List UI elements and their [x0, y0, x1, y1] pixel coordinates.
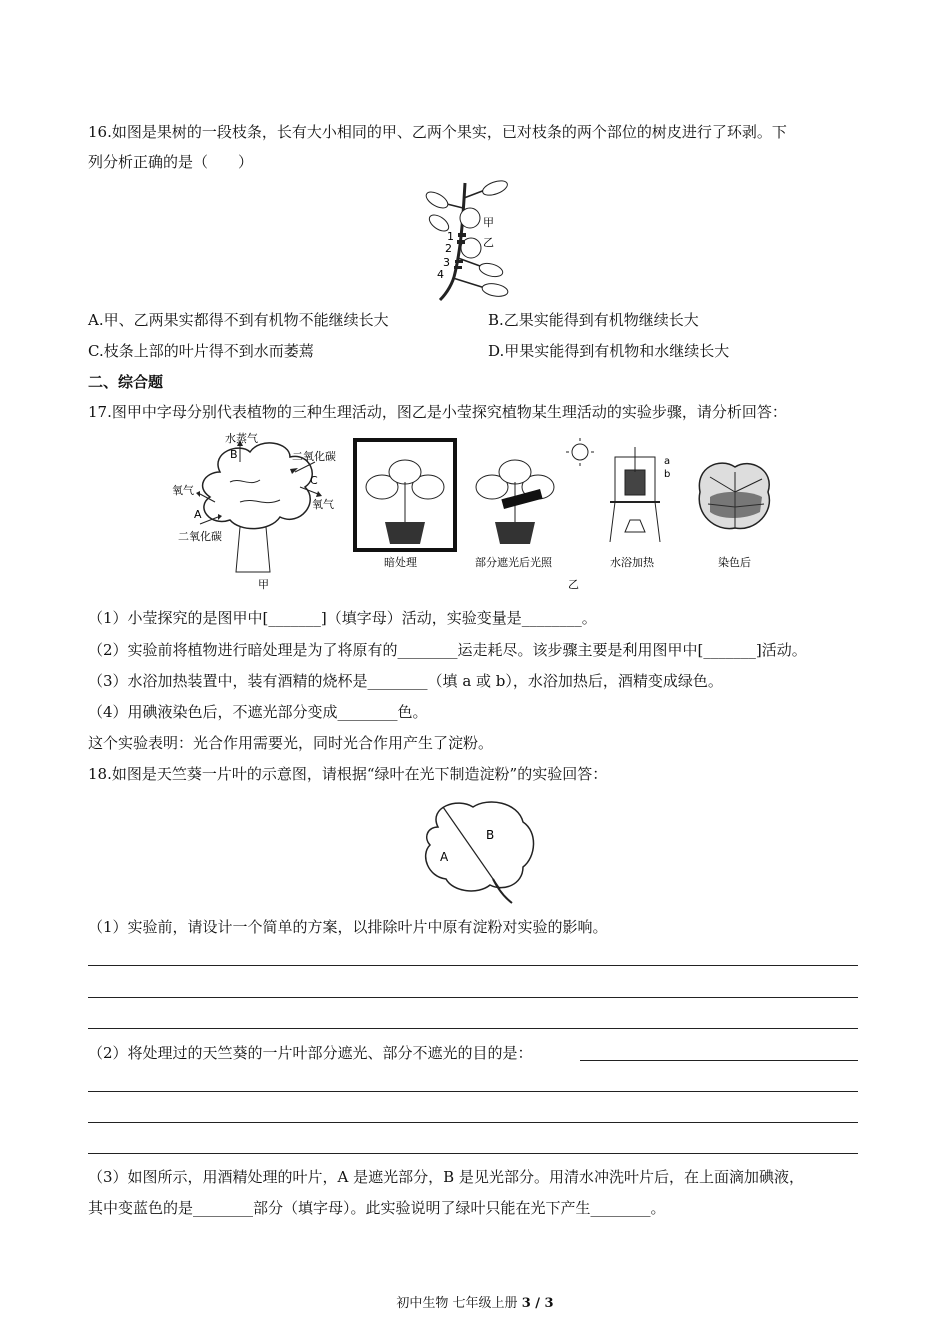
label-b: B: [230, 448, 238, 461]
page-number: 3 / 3: [521, 1296, 554, 1311]
q16-stem-line1: 16.如图是果树的一段枝条，长有大小相同的甲、乙两个果实，已对枝条的两个部位的树皮进行了环剥。下: [88, 123, 787, 141]
section-title: 二、综合题: [88, 373, 164, 391]
fig-label-jia: 甲: [483, 216, 494, 229]
geranium-leaf-figure: [418, 797, 540, 905]
q17-sub4: （4）用碘液染色后，不遮光部分变成________色。: [88, 703, 428, 721]
q16-option-b: B.乙果实能得到有机物继续长大: [488, 311, 699, 329]
q17-stem: 17.图甲中字母分别代表植物的三种生理活动，图乙是小莹探究植物某生理活动的实验步骤，请分析回答：: [88, 403, 787, 421]
label-o2-left: 氧气: [172, 484, 194, 497]
q17-sub2: （2）实验前将植物进行暗处理是为了将原有的________运走耗尽。该步骤主要是利用图甲中[_______]活动。: [88, 641, 807, 659]
fig-label-yi: 乙: [483, 236, 494, 249]
step-dark-treatment: [355, 440, 455, 569]
label-c: C: [310, 474, 318, 487]
answer-line[interactable]: [88, 1122, 858, 1123]
label-b-beaker: b: [664, 469, 671, 480]
answer-line[interactable]: [88, 965, 858, 966]
answer-line[interactable]: [88, 997, 858, 998]
q16-option-a: A.甲、乙两果实都得不到有机物不能继续长大: [88, 311, 389, 329]
q18-sub1: （1）实验前，请设计一个简单的方案，以排除叶片中原有淀粉对实验的影响。: [88, 918, 608, 936]
leaf-label-b: B: [486, 828, 495, 842]
caption-yi: 乙: [568, 578, 579, 591]
step4-label: 染色后: [718, 556, 751, 569]
q17-figure: [170, 432, 780, 592]
caption-jia: 甲: [258, 578, 269, 591]
leaf-label-a: A: [440, 850, 449, 864]
step-water-bath: [610, 447, 670, 569]
label-co2-bottom: 二氧化碳: [178, 530, 222, 543]
answer-line[interactable]: [88, 1091, 858, 1092]
step2-label: 部分遮光后光照: [475, 556, 552, 569]
q18-sub3-line1: （3）如图所示，用酒精处理的叶片，A 是遮光部分，B 是见光部分。用清水冲洗叶片后，在上面滴加碘液，: [88, 1168, 804, 1186]
label-water-vapor: 水蒸气: [225, 432, 258, 445]
tree-figure: [172, 432, 336, 591]
fig-label-4: 4: [437, 268, 444, 281]
answer-line[interactable]: [88, 1153, 858, 1154]
step3-label: 水浴加热: [610, 556, 654, 569]
q17-sub3: （3）水浴加热装置中，装有酒精的烧杯是________（填 a 或 b），水浴加热后，酒精变成绿色。: [88, 672, 723, 690]
answer-line-inline[interactable]: [580, 1060, 858, 1061]
fig-label-3: 3: [443, 256, 450, 269]
q16-option-d: D.甲果实能得到有机物和水继续长大: [488, 342, 730, 360]
label-a-beaker: a: [664, 456, 671, 467]
q16-option-c: C.枝条上部的叶片得不到水而萎蔫: [88, 342, 314, 360]
fig-label-1: 1: [447, 230, 454, 243]
step1-label: 暗处理: [384, 556, 417, 569]
fig-label-2: 2: [445, 242, 452, 255]
footer-text: 初中生物 七年级上册: [396, 1296, 522, 1311]
q18-sub2: （2）将处理过的天竺葵的一片叶部分遮光、部分不遮光的目的是：: [88, 1044, 533, 1062]
branch-figure: [425, 178, 535, 303]
page-footer: [0, 1292, 950, 1311]
answer-line[interactable]: [88, 1028, 858, 1029]
step-stained-leaf: [699, 463, 769, 569]
label-co2-top: 二氧化碳: [292, 450, 336, 463]
q17-sub1: （1）小莹探究的是图甲中[_______]（填字母）活动，实验变量是________。: [88, 609, 597, 627]
q17-conclusion: 这个实验表明：光合作用需要光，同时光合作用产生了淀粉。: [88, 734, 494, 752]
label-a: A: [194, 508, 202, 521]
q16-stem-line2: 列分析正确的是（ ）: [88, 153, 254, 171]
label-o2-right: 氧气: [312, 498, 334, 511]
q18-stem: 18.如图是天竺葵一片叶的示意图，请根据“绿叶在光下制造淀粉”的实验回答：: [88, 765, 608, 783]
step-partial-cover: [475, 438, 594, 569]
q18-sub3-line2: 其中变蓝色的是________部分（填字母）。此实验说明了绿叶只能在光下产生________。: [88, 1199, 666, 1217]
